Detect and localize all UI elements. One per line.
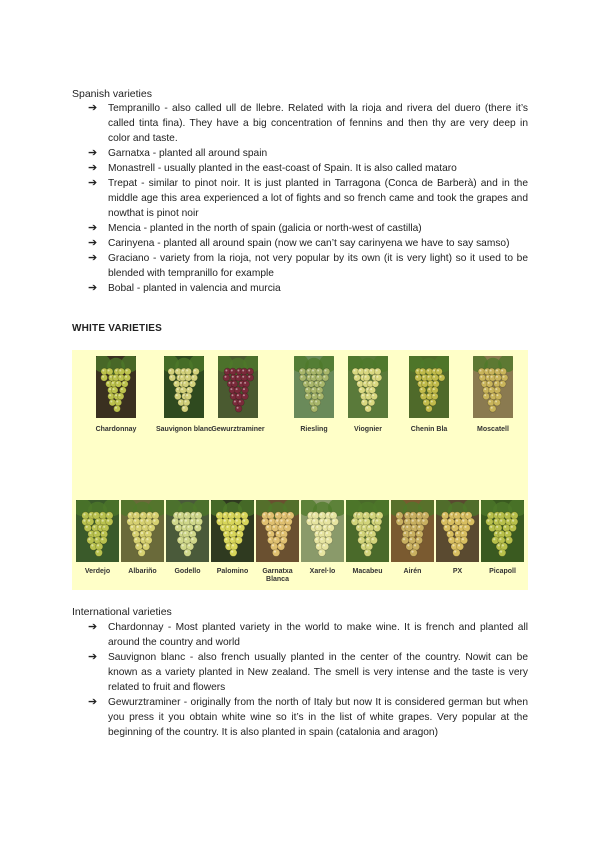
grape-tile <box>301 500 345 590</box>
list-item: ➔ Carinyena - planted all around spain (now we can’t say carinyena we have to say samso) <box>88 237 510 249</box>
grape-tile <box>436 500 480 590</box>
grape-photo <box>409 356 449 418</box>
grape-photo <box>166 500 209 562</box>
grape-caption: Airén <box>403 568 422 575</box>
grape-photo <box>436 500 479 562</box>
grape-photo <box>294 356 334 418</box>
grape-caption: Riesling <box>300 426 328 433</box>
list-item: ➔ Gewurztraminer - originally from the north of Italy but now It is considered german but when you press it you obtain white wine so it’s in the list of white grapes. Very popular at the beginning of the country. It is also planted in spain (catalonia and aragon) <box>88 696 528 738</box>
arrow-icon: ➔ <box>88 177 98 189</box>
grape-photo <box>218 356 258 418</box>
arrow-icon: ➔ <box>88 651 98 663</box>
grape-tile <box>155 356 212 436</box>
grape-caption: Godello <box>174 568 201 575</box>
grape-row-1 <box>72 356 528 436</box>
list-item: ➔ Sauvignon blanc - also french usually planted in the center of the country. Nowit can be known as a variety planted in New zealand. The smell is very intense and the taste is very related to fruit and flowers <box>88 651 528 693</box>
grape-photo <box>164 356 204 418</box>
international-varieties-heading: International varieties <box>72 606 172 618</box>
arrow-icon: ➔ <box>88 696 98 708</box>
arrow-icon: ➔ <box>88 621 98 633</box>
grape-tile <box>166 500 210 590</box>
grape-row-2 <box>72 500 528 590</box>
grape-tile <box>212 356 264 436</box>
grape-tile <box>391 500 435 590</box>
international-varieties-list <box>88 620 528 740</box>
grape-caption: Viognier <box>354 426 382 433</box>
grape-photo <box>348 356 388 418</box>
grape-photo <box>346 500 389 562</box>
grape-tile <box>346 500 390 590</box>
grape-tile <box>342 356 394 436</box>
list-item: ➔ Trepat - similar to pinot noir. It is just planted in Tarragona (Conca de Barberà) and in the middle age this area experienced a lot of fights and so french came and took the grapes and nowthat is pinot noir <box>88 177 528 219</box>
grape-photo <box>391 500 434 562</box>
grape-caption: PX <box>452 568 463 575</box>
grape-caption: Xarel·lo <box>309 568 336 575</box>
list-item: ➔ Garnatxa - planted all around spain <box>88 147 268 159</box>
grape-caption: Picapoll <box>489 568 516 575</box>
arrow-icon: ➔ <box>88 282 98 294</box>
white-grapes-figure <box>72 350 528 590</box>
grape-photo <box>76 500 119 562</box>
spanish-varieties-heading: Spanish varieties <box>72 88 152 100</box>
arrow-icon: ➔ <box>88 147 98 159</box>
grape-tile <box>211 500 255 590</box>
grape-caption: Chardonnay <box>95 426 137 433</box>
grape-photo <box>211 500 254 562</box>
grape-photo <box>256 500 299 562</box>
arrow-icon: ➔ <box>88 237 98 249</box>
grape-photo <box>121 500 164 562</box>
grape-tile <box>256 500 300 590</box>
grape-tile <box>403 356 455 436</box>
grape-tile <box>467 356 519 436</box>
grape-caption: Palomino <box>216 568 249 575</box>
arrow-icon: ➔ <box>88 162 98 174</box>
list-item: ➔ Bobal - planted in valencia and murcia <box>88 282 281 294</box>
list-item: ➔ Chardonnay - Most planted variety in the world to make wine. It is french and planted all around the country and world <box>88 621 528 648</box>
arrow-icon: ➔ <box>88 252 98 264</box>
list-item: ➔ Graciano - variety from la rioja, not very popular by its own (it is very light) so it used to be blended with tempranillo for example <box>88 252 528 279</box>
arrow-icon: ➔ <box>88 102 98 114</box>
grape-caption: Albariño <box>128 568 157 575</box>
grape-caption: Moscatell <box>477 426 509 433</box>
grape-photo <box>473 356 513 418</box>
grape-caption: Sauvignon blanc <box>155 426 212 433</box>
grape-caption: Gewurztraminer <box>211 426 265 433</box>
arrow-icon: ➔ <box>88 222 98 234</box>
spanish-varieties-list <box>88 101 528 296</box>
grape-caption: Garnatxa Blanca <box>262 568 293 583</box>
grape-caption: Macabeu <box>352 568 383 575</box>
grape-caption: Verdejo <box>84 568 111 575</box>
grape-photo <box>301 500 344 562</box>
grape-tile <box>90 356 142 436</box>
list-item: ➔ Monastrell - usually planted in the east-coast of Spain. It is also called mataro <box>88 162 457 174</box>
grape-caption: Chenin Bla <box>410 426 448 433</box>
grape-photo <box>481 500 524 562</box>
grape-tile <box>481 500 525 590</box>
white-varieties-heading: WHITE VARIETIES <box>72 323 163 334</box>
list-item: ➔ Mencia - planted in the north of spain (galicia or north-west of castilla) <box>88 222 422 234</box>
grape-tile <box>121 500 165 590</box>
grape-tile <box>76 500 120 590</box>
grape-photo <box>96 356 136 418</box>
list-item: ➔ Tempranillo - also called ull de llebre. Related with la rioja and rivera del duero (there it’s called tinta fina). They have a big concentration of fennins and then thy are very deep in color and taste. <box>88 102 528 144</box>
grape-tile <box>288 356 340 436</box>
